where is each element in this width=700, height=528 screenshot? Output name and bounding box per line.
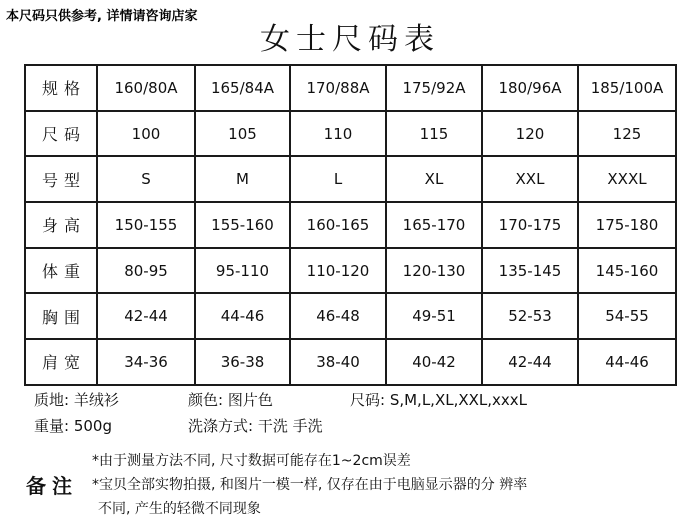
table-cell: 120	[482, 111, 578, 157]
table-row-weight	[25, 248, 676, 294]
table-row-size	[25, 111, 676, 157]
table-cell: 110-120	[290, 248, 386, 294]
table-cell: 155-160	[195, 202, 290, 248]
table-cell: 110	[290, 111, 386, 157]
table-cell: 145-160	[578, 248, 676, 294]
table-cell: 42-44	[97, 293, 195, 339]
table-cell: 115	[386, 111, 482, 157]
table-cell: 40-42	[386, 339, 482, 385]
row-label-weight: 体重	[25, 248, 97, 294]
table-cell: XXXL	[578, 156, 676, 202]
table-row-height	[25, 202, 676, 248]
table-cell: 44-46	[195, 293, 290, 339]
table-cell: 175-180	[578, 202, 676, 248]
table-row-shoulder	[25, 339, 676, 385]
table-cell: 125	[578, 111, 676, 157]
table-cell: L	[290, 156, 386, 202]
material-info: 质地: 羊绒衫	[34, 391, 119, 409]
table-cell: 150-155	[97, 202, 195, 248]
chart-title: 女士尺码表	[260, 22, 440, 57]
color-info: 颜色: 图片色	[188, 391, 273, 409]
table-cell: 38-40	[290, 339, 386, 385]
table-cell: XXL	[482, 156, 578, 202]
table-cell: 42-44	[482, 339, 578, 385]
washing-info: 洗涤方式: 干洗 手洗	[188, 417, 323, 435]
table-cell: 95-110	[195, 248, 290, 294]
note-line-1: *由于测量方法不同, 尺寸数据可能存在1~2cm误差	[92, 453, 411, 469]
table-cell: 160/80A	[97, 65, 195, 111]
table-cell: 165-170	[386, 202, 482, 248]
note-line-3: 不同, 产生的轻微不同现象	[98, 501, 261, 517]
disclaimer-text: 本尺码只供参考, 详情请咨询店家	[6, 9, 198, 24]
size-chart-table	[24, 64, 677, 386]
table-cell: 185/100A	[578, 65, 676, 111]
table-cell: 100	[97, 111, 195, 157]
row-label-size: 尺码	[25, 111, 97, 157]
sizes-info: 尺码: S,M,L,XL,XXL,xxxL	[350, 391, 528, 409]
table-cell: 165/84A	[195, 65, 290, 111]
table-cell: 44-46	[578, 339, 676, 385]
row-label-spec: 规格	[25, 65, 97, 111]
weight-info: 重量: 500g	[34, 417, 112, 435]
table-cell: 135-145	[482, 248, 578, 294]
table-cell: 34-36	[97, 339, 195, 385]
table-cell: 105	[195, 111, 290, 157]
row-label-model: 号型	[25, 156, 97, 202]
table-row-bust	[25, 293, 676, 339]
table-cell: XL	[386, 156, 482, 202]
table-cell: 160-165	[290, 202, 386, 248]
table-row-model	[25, 156, 676, 202]
row-label-shoulder: 肩宽	[25, 339, 97, 385]
notes-label: 备注	[26, 474, 78, 498]
table-cell: 170-175	[482, 202, 578, 248]
table-cell: 120-130	[386, 248, 482, 294]
table-cell: 80-95	[97, 248, 195, 294]
table-cell: 49-51	[386, 293, 482, 339]
table-cell: 52-53	[482, 293, 578, 339]
row-label-bust: 胸围	[25, 293, 97, 339]
table-cell: M	[195, 156, 290, 202]
table-cell: 175/92A	[386, 65, 482, 111]
table-cell: 180/96A	[482, 65, 578, 111]
table-cell: 170/88A	[290, 65, 386, 111]
note-line-2: *宝贝全部实物拍摄, 和图片一模一样, 仅存在由于电脑显示器的分 辨率	[92, 477, 528, 493]
row-label-height: 身高	[25, 202, 97, 248]
table-row-spec	[25, 65, 676, 111]
table-cell: 46-48	[290, 293, 386, 339]
table-cell: 36-38	[195, 339, 290, 385]
table-cell: 54-55	[578, 293, 676, 339]
table-cell: S	[97, 156, 195, 202]
